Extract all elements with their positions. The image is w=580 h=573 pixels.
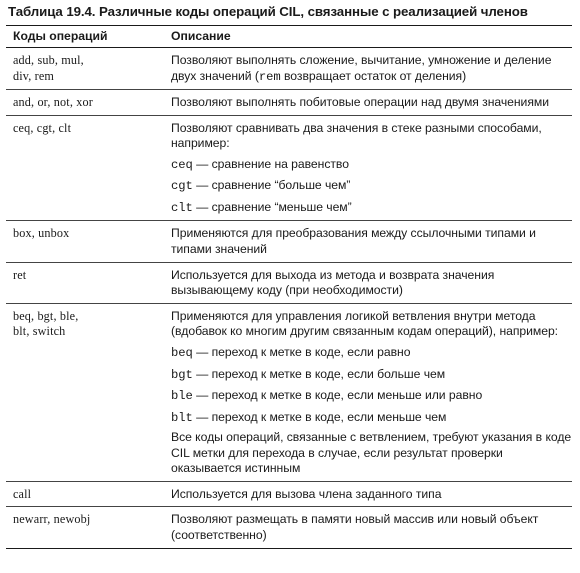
table-header-row — [6, 26, 572, 48]
opcode-cell — [6, 90, 164, 116]
example-item — [171, 199, 572, 217]
example-text: — сравнение “больше чем” — [192, 178, 351, 193]
table-row — [6, 481, 572, 507]
description-cell — [164, 115, 572, 221]
description-cell: Используется для выхода из метода и возврата значения вызывающему коду (при необходимости) — [164, 262, 572, 303]
example-item — [171, 366, 572, 384]
example-text: — сравнение на равенство — [192, 156, 349, 171]
opcode-cell — [6, 507, 164, 548]
example-text: — переход к метке в коде, если меньше или равно — [192, 388, 483, 403]
table-row — [6, 90, 572, 116]
example-item — [171, 177, 572, 195]
inline-code: cgt — [171, 179, 193, 194]
table-row — [6, 115, 572, 221]
inline-code: bgt — [171, 367, 193, 382]
inline-code: clt — [171, 200, 193, 215]
example-text: — переход к метке в коде, если меньше чем — [192, 409, 447, 424]
example-text: — переход к метке в коде, если равно — [192, 345, 411, 360]
opcode-line: and, or, not, xor — [13, 95, 93, 110]
description-text: Все коды операций, связанные с ветвлением, требуют указания в коде CIL метки для перехода в случае, если результат проверки оказывается истинным — [171, 430, 572, 476]
example-text: — сравнение “меньше чем” — [192, 199, 352, 214]
opcode-line: call — [13, 486, 32, 501]
table-row — [6, 48, 572, 90]
description-cell: Позволяют размещать в памяти новый массив или новый объект (соответственно) — [164, 507, 572, 548]
table-row — [6, 262, 572, 303]
example-item — [171, 344, 572, 362]
column-header-codes: Коды операций — [6, 26, 164, 48]
opcode-cell — [6, 221, 164, 262]
opcode-cell — [6, 115, 164, 221]
table-row — [6, 507, 572, 548]
description-cell — [164, 303, 572, 481]
inline-code: blt — [171, 410, 193, 425]
description-cell: Применяются для преобразования между ссылочными типами и типами значений — [164, 221, 572, 262]
inline-code: ble — [171, 389, 193, 404]
example-item — [171, 387, 572, 405]
example-item — [171, 409, 572, 427]
description-cell: Используется для вызова члена заданного типа — [164, 481, 572, 507]
example-text: — переход к метке в коде, если больше чем — [192, 366, 446, 381]
opcode-cell — [6, 481, 164, 507]
description-text: возвращает остаток от деления) — [280, 68, 467, 83]
description-text: Позволяют выполнять сложение, вычитание, умножение и деление двух значений ( — [171, 53, 552, 83]
table-caption: Таблица 19.4. Различные коды операций CIL, связанные с реализацией членов — [8, 4, 528, 19]
inline-code: beq — [171, 346, 193, 361]
description-text: Позволяют сравнивать два значения в стеке разными способами, например: — [171, 120, 542, 151]
opcode-cell — [6, 262, 164, 303]
table-row — [6, 221, 572, 262]
description-text: Применяются для управления логикой ветвления внутри метода (вдобавок ко многим другим связанным кодам операций), например: — [171, 308, 559, 339]
opcode-cell — [6, 303, 164, 481]
description-cell — [164, 48, 572, 90]
opcode-line: ceq, cgt, clt — [13, 120, 72, 135]
table-row — [6, 303, 572, 481]
opcodes-table — [6, 25, 572, 549]
opcode-line: div, rem — [13, 68, 55, 83]
example-item — [171, 156, 572, 174]
column-header-description: Описание — [164, 26, 572, 48]
opcode-line: ret — [13, 267, 27, 282]
opcode-line: newarr, newobj — [13, 512, 91, 527]
inline-code: rem — [258, 69, 281, 84]
inline-code: ceq — [171, 157, 193, 172]
opcode-line: blt, switch — [13, 324, 66, 339]
opcode-cell — [6, 48, 164, 90]
opcode-line: box, unbox — [13, 226, 70, 241]
opcode-line: beq, bgt, ble, — [13, 308, 79, 323]
description-cell: Позволяют выполнять побитовые операции над двумя значениями — [164, 90, 572, 116]
opcode-line: add, sub, mul, — [13, 53, 84, 67]
